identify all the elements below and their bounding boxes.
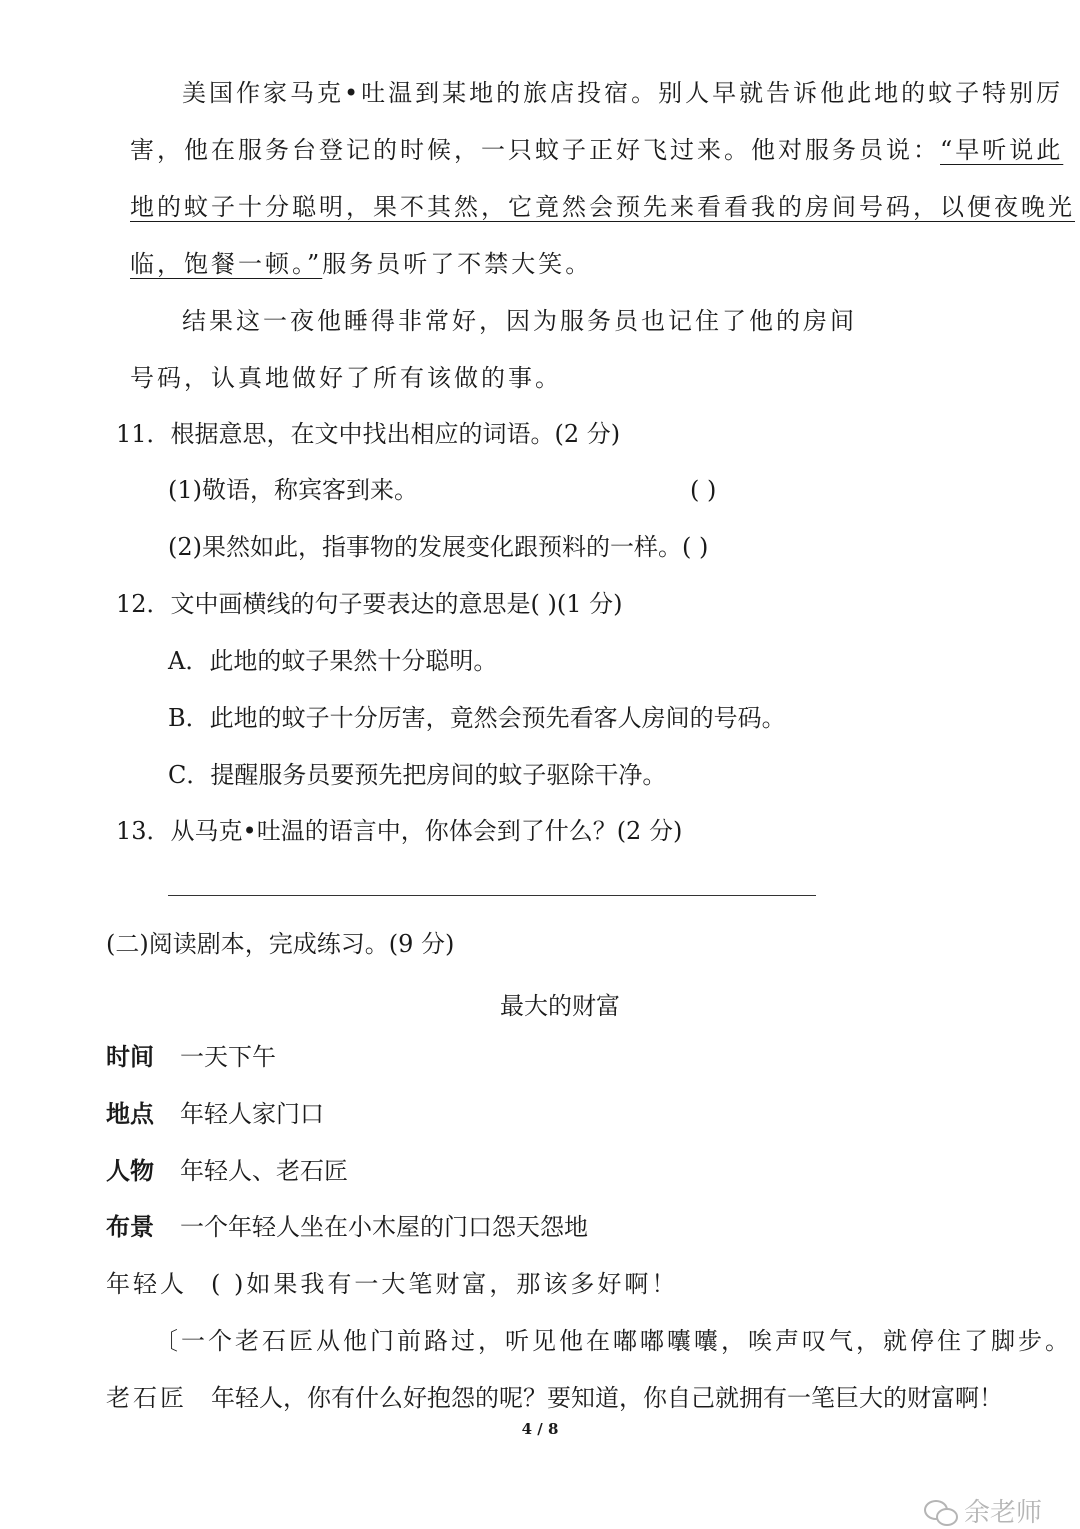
dialogue-mason [106,1382,1003,1414]
play-info-people [106,1155,348,1187]
speaker: 年轻人 [106,1270,187,1298]
question-11: 11．根据意思，在文中找出相应的词语。(2 分) [116,420,621,448]
section-heading: (二)阅读剧本，完成练习。(9 分) [106,930,455,958]
story-line [130,134,1063,166]
answer-blank[interactable]: ( ) [690,476,717,504]
option-c: C．提醒服务员要预先把房间的蚊子驱除干净。 [168,761,667,789]
label: 地点 [106,1100,154,1128]
value: 年轻人、老石匠 [180,1157,348,1185]
story-text: 害，他在服务台登记的时候，一只蚊子正好飞过来。他对服务员说： [130,136,940,164]
label: 人物 [106,1157,154,1185]
label: 时间 [106,1043,154,1071]
label: 布景 [106,1213,154,1241]
line: 如果我有一大笔财富，那该多好啊！ [246,1270,679,1298]
watermark-text: 余老师 [964,1498,1043,1528]
dialogue-young [106,1268,678,1300]
watermark [924,1492,1042,1529]
underlined-sentence: 地的蚊子十分聪明，果不其然，它竟然会预先来看看我的房间号码，以便夜晚光 [130,193,1075,221]
page-number: 4 / 8 [521,1420,559,1438]
story-line: 结果这一夜他睡得非常好，因为服务员也记住了他的房间 [182,307,857,335]
question-13: 13．从马克•吐温的语言中，你体会到了什么？(2 分) [116,817,683,845]
story-line: 号码，认真地做好了所有该做的事。 [130,364,562,392]
speaker: 老石匠 [106,1384,187,1412]
option-a: A．此地的蚊子果然十分聪明。 [168,647,498,675]
question-12: 12．文中画横线的句子要表达的意思是( )(1 分) [116,590,623,618]
line: 年轻人，你有什么好抱怨的呢？要知道，你自己就拥有一笔巨大的财富啊！ [211,1384,1003,1412]
play-info-place [106,1098,324,1130]
value: 一天下午 [180,1043,276,1071]
wechat-icon [924,1498,958,1524]
story-line [130,248,592,280]
play-info-time [106,1041,276,1073]
play-info-scene [106,1211,588,1243]
answer-blank[interactable]: ( ) [211,1270,247,1298]
answer-line[interactable] [168,895,816,896]
value: 一个年轻人坐在小木屋的门口怨天怨地 [180,1213,588,1241]
option-b: B．此地的蚊子十分厉害，竟然会预先看客人房间的号码。 [168,704,786,732]
play-title: 最大的财富 [500,992,620,1020]
story-line: 美国作家马克•吐温到某地的旅店投宿。别人早就告诉他此地的蚊子特别厉 [182,79,1064,107]
stage-direction: 〔一个老石匠从他门前路过，听见他在嘟嘟囔囔，唉声叹气，就停住了脚步。 [154,1327,1072,1355]
question-11-1: (1)敬语，称宾客到来。 [168,476,418,504]
story-text: 服务员听了不禁大笑。 [322,250,593,278]
value: 年轻人家门口 [180,1100,324,1128]
underlined-sentence: “早听说此 [940,136,1064,164]
underlined-sentence: 临，饱餐一顿。” [130,250,323,278]
question-11-2: (2)果然如此，指事物的发展变化跟预料的一样。( ) [168,533,709,561]
